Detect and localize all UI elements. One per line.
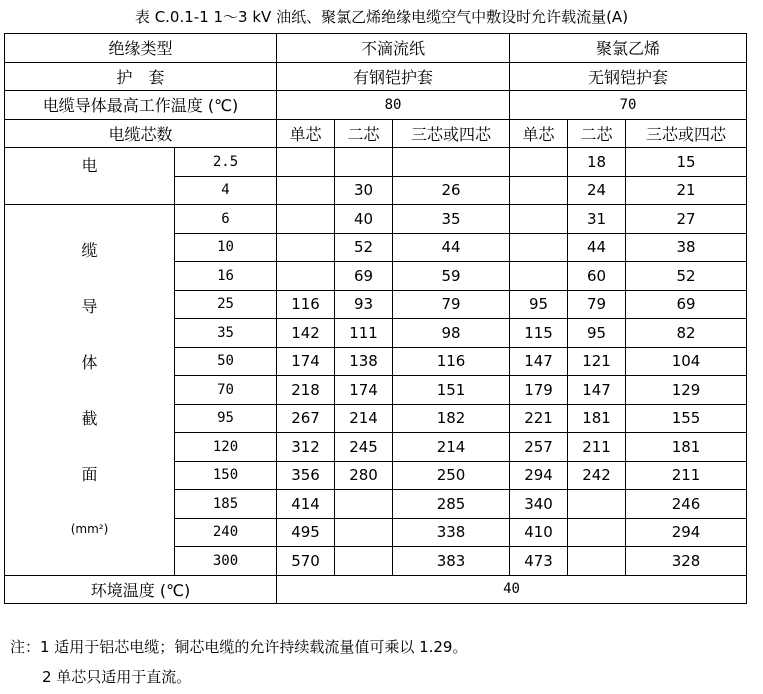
ampacity-cell: 280 bbox=[335, 461, 393, 490]
header-row-insulation bbox=[5, 34, 747, 63]
ambient-row bbox=[5, 575, 747, 604]
ampacity-cell: 111 bbox=[335, 319, 393, 348]
cores-label: 电缆芯数 bbox=[5, 119, 277, 148]
table-title: 表 C.0.1-1 1～3 kV 油纸、聚氯乙烯绝缘电缆空气中敷设时允许载流量(A) bbox=[134, 8, 629, 26]
ampacity-cell bbox=[510, 233, 568, 262]
ampacity-cell bbox=[277, 205, 335, 234]
section-cell: 2.5 bbox=[175, 148, 277, 177]
ampacity-cell: 410 bbox=[510, 518, 568, 547]
ampacity-cell bbox=[568, 490, 626, 519]
ampacity-cell bbox=[277, 148, 335, 177]
ampacity-cell: 242 bbox=[568, 461, 626, 490]
ampacity-cell: 15 bbox=[626, 148, 747, 177]
ampacity-cell bbox=[335, 547, 393, 576]
side-label-char: 体 bbox=[81, 353, 98, 372]
note-2: 2 单芯只适用于直流。 bbox=[42, 668, 192, 686]
ampacity-cell: 473 bbox=[510, 547, 568, 576]
ampacity-cell: 294 bbox=[626, 518, 747, 547]
ampacity-cell: 79 bbox=[568, 290, 626, 319]
ampacity-cell: 250 bbox=[393, 461, 510, 490]
ampacity-cell: 129 bbox=[626, 376, 747, 405]
ampacity-cell bbox=[277, 262, 335, 291]
ampacity-cell: 257 bbox=[510, 433, 568, 462]
table-row bbox=[5, 148, 747, 177]
core-type-cell: 单芯 bbox=[277, 119, 335, 148]
ambient-value: 40 bbox=[277, 575, 747, 604]
note-1: 注：1 适用于铝芯电缆；铜芯电缆的允许持续载流量值可乘以 1.29。 bbox=[10, 638, 468, 656]
ampacity-cell: 44 bbox=[393, 233, 510, 262]
header-row-sheath bbox=[5, 62, 747, 91]
insulation-label: 绝缘类型 bbox=[5, 34, 277, 63]
ampacity-cell bbox=[335, 490, 393, 519]
section-cell: 25 bbox=[175, 290, 277, 319]
side-label-gap bbox=[5, 315, 174, 355]
temp-paper: 80 bbox=[277, 91, 510, 120]
sheath-unarmored: 无钢铠护套 bbox=[510, 62, 747, 91]
side-label-unit: (mm²) bbox=[70, 522, 109, 536]
section-cell: 16 bbox=[175, 262, 277, 291]
ampacity-cell bbox=[568, 547, 626, 576]
ampacity-cell: 340 bbox=[510, 490, 568, 519]
ampacity-cell: 267 bbox=[277, 404, 335, 433]
ampacity-cell: 79 bbox=[393, 290, 510, 319]
header-row-cores bbox=[5, 119, 747, 148]
header-row-temp bbox=[5, 91, 747, 120]
ampacity-cell bbox=[510, 262, 568, 291]
side-label-char: 截 bbox=[81, 409, 98, 428]
ampacity-cell: 312 bbox=[277, 433, 335, 462]
ampacity-cell: 69 bbox=[335, 262, 393, 291]
ampacity-cell: 142 bbox=[277, 319, 335, 348]
section-cell: 50 bbox=[175, 347, 277, 376]
ampacity-cell: 138 bbox=[335, 347, 393, 376]
ampacity-cell: 182 bbox=[393, 404, 510, 433]
ampacity-cell: 147 bbox=[510, 347, 568, 376]
ampacity-cell: 121 bbox=[568, 347, 626, 376]
ampacity-cell: 21 bbox=[626, 176, 747, 205]
ampacity-cell bbox=[568, 518, 626, 547]
ampacity-cell: 174 bbox=[277, 347, 335, 376]
section-cell: 10 bbox=[175, 233, 277, 262]
ampacity-cell bbox=[335, 518, 393, 547]
ampacity-cell: 181 bbox=[626, 433, 747, 462]
side-label-gap bbox=[5, 427, 174, 467]
ambient-label: 环境温度 (℃) bbox=[5, 575, 277, 604]
ampacity-cell: 147 bbox=[568, 376, 626, 405]
ampacity-cell bbox=[510, 176, 568, 205]
side-label-gap bbox=[5, 371, 174, 411]
ampacity-cell: 52 bbox=[626, 262, 747, 291]
ampacity-cell: 40 bbox=[335, 205, 393, 234]
ampacity-cell: 495 bbox=[277, 518, 335, 547]
ampacity-cell: 211 bbox=[568, 433, 626, 462]
side-label-section bbox=[5, 205, 175, 576]
ampacity-cell: 245 bbox=[335, 433, 393, 462]
table-row bbox=[5, 205, 747, 234]
ampacity-cell: 151 bbox=[393, 376, 510, 405]
ampacity-cell: 174 bbox=[335, 376, 393, 405]
ampacity-cell: 60 bbox=[568, 262, 626, 291]
ampacity-cell: 82 bbox=[626, 319, 747, 348]
ampacity-cell: 338 bbox=[393, 518, 510, 547]
ampacity-cell: 211 bbox=[626, 461, 747, 490]
ampacity-cell: 104 bbox=[626, 347, 747, 376]
ampacity-cell: 214 bbox=[393, 433, 510, 462]
core-type-cell: 三芯或四芯 bbox=[393, 119, 510, 148]
ampacity-cell: 69 bbox=[626, 290, 747, 319]
ampacity-cell: 115 bbox=[510, 319, 568, 348]
ampacity-cell: 383 bbox=[393, 547, 510, 576]
ampacity-cell: 26 bbox=[393, 176, 510, 205]
core-type-cell: 单芯 bbox=[510, 119, 568, 148]
insulation-type-paper: 不滴流纸 bbox=[277, 34, 510, 63]
ampacity-cell: 218 bbox=[277, 376, 335, 405]
ampacity-cell: 98 bbox=[393, 319, 510, 348]
side-label-gap bbox=[5, 483, 174, 523]
ampacity-cell: 27 bbox=[626, 205, 747, 234]
section-cell: 240 bbox=[175, 518, 277, 547]
ampacity-cell bbox=[277, 176, 335, 205]
ampacity-cell bbox=[393, 148, 510, 177]
ampacity-cell: 24 bbox=[568, 176, 626, 205]
ampacity-cell: 116 bbox=[393, 347, 510, 376]
core-type-cell: 二芯 bbox=[335, 119, 393, 148]
section-cell: 95 bbox=[175, 404, 277, 433]
side-label-char: 面 bbox=[81, 465, 98, 484]
temp-pvc: 70 bbox=[510, 91, 747, 120]
ampacity-cell: 155 bbox=[626, 404, 747, 433]
ampacity-cell: 246 bbox=[626, 490, 747, 519]
sheath-armored: 有钢铠护套 bbox=[277, 62, 510, 91]
side-label-char: 导 bbox=[81, 297, 98, 316]
ampacity-cell: 294 bbox=[510, 461, 568, 490]
ampacity-table bbox=[4, 33, 747, 604]
ampacity-cell bbox=[510, 148, 568, 177]
ampacity-cell: 328 bbox=[626, 547, 747, 576]
ampacity-cell: 285 bbox=[393, 490, 510, 519]
ampacity-cell bbox=[277, 233, 335, 262]
core-type-cell: 二芯 bbox=[568, 119, 626, 148]
ampacity-cell bbox=[510, 205, 568, 234]
ampacity-cell: 35 bbox=[393, 205, 510, 234]
section-cell: 70 bbox=[175, 376, 277, 405]
ampacity-cell: 221 bbox=[510, 404, 568, 433]
side-label-top: 电 bbox=[5, 148, 175, 205]
sheath-label: 护 套 bbox=[5, 62, 277, 91]
core-type-cell: 三芯或四芯 bbox=[626, 119, 747, 148]
ampacity-cell bbox=[335, 148, 393, 177]
section-cell: 6 bbox=[175, 205, 277, 234]
section-cell: 185 bbox=[175, 490, 277, 519]
ampacity-cell: 30 bbox=[335, 176, 393, 205]
side-label-char: 缆 bbox=[81, 241, 98, 260]
ampacity-cell: 44 bbox=[568, 233, 626, 262]
ampacity-cell: 95 bbox=[510, 290, 568, 319]
ampacity-cell: 95 bbox=[568, 319, 626, 348]
section-cell: 300 bbox=[175, 547, 277, 576]
ampacity-cell: 356 bbox=[277, 461, 335, 490]
temp-label: 电缆导体最高工作温度 (℃) bbox=[5, 91, 277, 120]
ampacity-cell: 181 bbox=[568, 404, 626, 433]
side-label-gap bbox=[5, 259, 174, 299]
ampacity-cell: 59 bbox=[393, 262, 510, 291]
ampacity-cell: 38 bbox=[626, 233, 747, 262]
ampacity-cell: 31 bbox=[568, 205, 626, 234]
insulation-type-pvc: 聚氯乙烯 bbox=[510, 34, 747, 63]
section-cell: 120 bbox=[175, 433, 277, 462]
section-cell: 4 bbox=[175, 176, 277, 205]
ampacity-cell: 52 bbox=[335, 233, 393, 262]
ampacity-cell: 179 bbox=[510, 376, 568, 405]
ampacity-cell: 93 bbox=[335, 290, 393, 319]
ampacity-cell: 214 bbox=[335, 404, 393, 433]
ampacity-cell: 570 bbox=[277, 547, 335, 576]
section-cell: 35 bbox=[175, 319, 277, 348]
notes bbox=[10, 632, 467, 692]
section-cell: 150 bbox=[175, 461, 277, 490]
ampacity-cell: 116 bbox=[277, 290, 335, 319]
ampacity-cell: 414 bbox=[277, 490, 335, 519]
ampacity-cell: 18 bbox=[568, 148, 626, 177]
